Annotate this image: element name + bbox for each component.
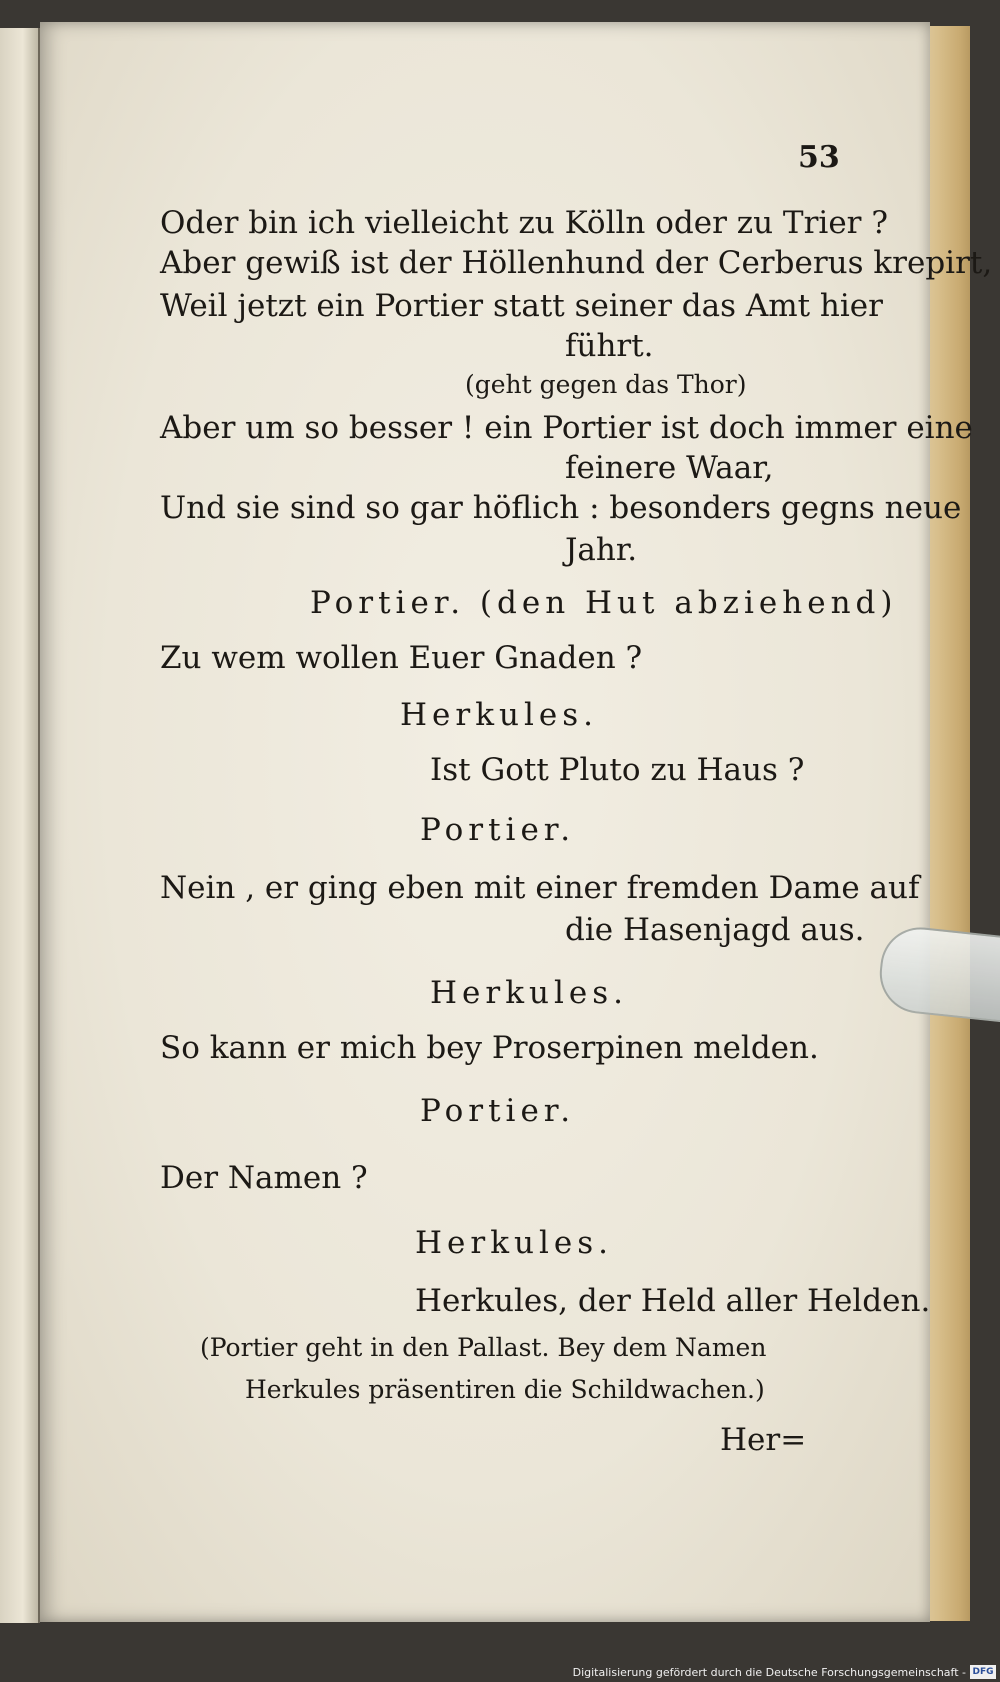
text-line: Zu wem wollen Euer Gnaden ? [160,640,643,676]
text-line: Ist Gott Pluto zu Haus ? [430,752,805,788]
speaker-heading: Herkules. [400,697,598,733]
text-line: Der Namen ? [160,1160,368,1196]
speaker-heading: Herkules. [430,975,628,1011]
footer-bar [0,1660,1000,1682]
funding-credit: Digitalisierung gefördert durch die Deutsche Forschungsgemeinschaft - [572,1666,966,1679]
speaker-heading: Portier. (den Hut abziehend) [310,585,898,621]
text-line: feinere Waar, [565,450,774,486]
speaker-heading: Herkules. [415,1225,613,1261]
text-line: Und sie sind so gar höflich : besonders gegns neue [160,490,962,526]
text-line: Herkules, der Held aller Helden. [415,1283,931,1319]
stage-direction: Herkules präsentiren die Schildwachen.) [245,1375,765,1404]
text-line: So kann er mich bey Proserpinen melden. [160,1030,819,1066]
text-line: Nein , er ging eben mit einer fremden Dame auf [160,870,920,906]
text-line: die Hasenjagd aus. [565,912,865,948]
page-number: 53 [798,140,840,175]
text-line: Weil jetzt ein Portier statt seiner das Amt hier [160,288,883,324]
text-line: Jahr. [565,532,638,568]
stage-direction: (geht gegen das Thor) [465,370,747,399]
speaker-heading: Portier. [420,1093,576,1129]
text-line: führt. [565,328,654,364]
stage-direction: (Portier geht in den Pallast. Bey dem Namen [200,1333,767,1362]
text-line: Aber gewiß ist der Höllenhund der Cerberus krepirt, [160,245,993,281]
dfg-logo-icon: DFG [970,1665,996,1679]
text-line: Aber um so besser ! ein Portier ist doch immer eine [160,410,973,446]
speaker-heading: Portier. [420,812,576,848]
text-line: Oder bin ich vielleicht zu Kölln oder zu Trier ? [160,205,888,241]
catchword: Her= [720,1422,807,1458]
left-page-edge [0,28,40,1623]
